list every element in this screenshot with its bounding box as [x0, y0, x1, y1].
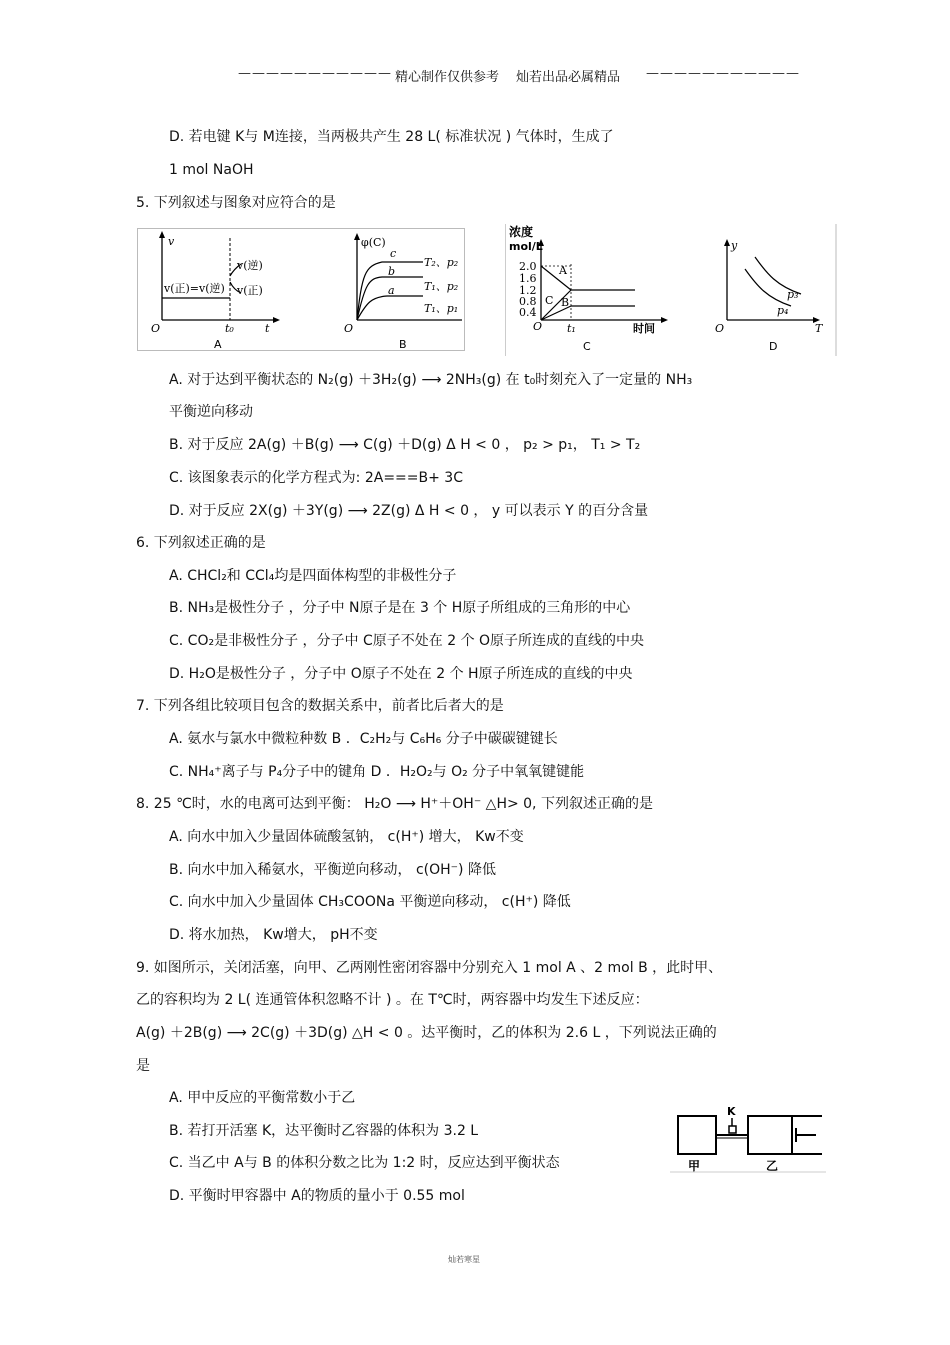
apparatus-figure: [670, 1100, 826, 1176]
q9-stem-line4: 是: [136, 1058, 150, 1074]
fig-c-tick-1-6: 1.6: [519, 272, 537, 285]
q4-option-d-line1: D. 若电键 K与 M连接，当两极共产生 28 L( 标准状况 ) 气体时，生成了: [169, 129, 614, 145]
apparatus-right-label: 乙: [766, 1159, 779, 1173]
fig-d-x-label: T: [815, 322, 823, 335]
q9-stem-line1: 9. 如图所示，关闭活塞，向甲、乙两刚性密闭容器中分别充入 1 mol A 、2 mol B ，此时甲、: [136, 960, 723, 976]
q9-stem-line2: 乙的容积均为 2 L( 连通管体积忽略不计 ) 。在 T℃时，两容器中均发生下述反应：: [136, 992, 649, 1008]
fig-c-y-label-2: mol/L: [509, 240, 543, 253]
q6-option-b: B. NH₃是极性分子 ，分子中 N原子是在 3 个 H原子所组成的三角形的中心: [169, 600, 631, 616]
apparatus-left-label: 甲: [688, 1159, 701, 1173]
q8-option-d: D. 将水加热， Kw增大， pH不变: [169, 927, 378, 943]
fig-a-v-reverse: v(逆): [237, 259, 263, 272]
q5-option-b: B. 对于反应 2A(g) ＋B(g) ⟶ C(g) ＋D(g) Δ H < 0 ， p₂ > p₁， T₁ > T₂: [169, 437, 641, 453]
header-right-dashes: ———————————: [646, 66, 800, 81]
fig-d-caption: D: [769, 340, 778, 353]
fig-c-origin: O: [533, 320, 543, 333]
figure-d: [705, 224, 839, 356]
figure-c: [505, 224, 675, 356]
fig-c-y-label-1: 浓度: [509, 225, 534, 239]
fig-b-curve-c: c: [390, 247, 397, 260]
fig-c-tick-1-2: 1.2: [519, 284, 537, 297]
fig-c-series-a: A: [559, 264, 567, 277]
fig-a-y-label: v: [168, 235, 175, 248]
fig-d-y-label: y: [731, 239, 738, 252]
q7-option-a-b: A. 氨水与氯水中微粒种数 B ．C₂H₂与 C₆H₆ 分子中碳碳键键长: [169, 731, 558, 747]
fig-a-origin: O: [151, 322, 161, 335]
q6-option-c: C. CO₂是非极性分子 ，分子中 C原子不处在 2 个 O原子所连成的直线的中央: [169, 633, 645, 649]
q9-option-b: B. 若打开活塞 K，达平衡时乙容器的体积为 3.2 L: [169, 1123, 479, 1139]
fig-c-t1: t₁: [567, 322, 576, 335]
fig-d-curve-p3: p₃: [787, 288, 799, 301]
fig-c-caption: C: [583, 340, 591, 353]
q5-option-c: C. 该图象表示的化学方程式为: 2A===B+ 3C: [169, 470, 463, 486]
q5-option-a-line2: 平衡逆向移动: [169, 404, 253, 420]
q5-option-d: D. 对于反应 2X(g) ＋3Y(g) ⟶ 2Z(g) Δ H < 0 ， y 可以表示 Y 的百分含量: [169, 503, 649, 519]
fig-a-t0: t₀: [225, 322, 234, 335]
header-left-dashes: ———————————: [238, 66, 392, 81]
apparatus-valve-k: K: [727, 1105, 736, 1118]
fig-a-v-forward: v(正): [237, 284, 263, 297]
header-text-2: 灿若出品必属精品: [516, 70, 621, 85]
fig-c-tick-0-4: 0.4: [519, 306, 537, 319]
fig-b-y-label: φ(C): [361, 236, 386, 249]
figure-a: [137, 224, 465, 356]
q9-option-a: A. 甲中反应的平衡常数小于乙: [169, 1090, 356, 1106]
q8-option-a: A. 向水中加入少量固体硫酸氢钠， c(H⁺) 增大， Kw不变: [169, 829, 524, 845]
fig-a-x-label: t: [265, 322, 270, 335]
q5-option-a-line1: A. 对于达到平衡状态的 N₂(g) ＋3H₂(g) ⟶ 2NH₃(g) 在 t₀时刻充入了一定量的 NH₃: [169, 372, 693, 388]
q9-stem-line3: A(g) ＋2B(g) ⟶ 2C(g) ＋3D(g) △H < 0 。达平衡时，乙的体积为 2.6 L ，下列说法正确的: [136, 1025, 717, 1041]
fig-c-x-label: 时间: [633, 322, 655, 335]
fig-c-tick-2-0: 2.0: [519, 260, 537, 273]
q5-stem: 5. 下列叙述与图象对应符合的是: [136, 195, 336, 211]
fig-d-origin: O: [715, 322, 725, 335]
fig-c-series-c: C: [545, 294, 554, 307]
fig-b-curve-b: b: [388, 265, 396, 278]
header-text-1: 精心制作仅供参考: [395, 70, 500, 85]
fig-a-caption: A: [214, 338, 222, 351]
q6-option-a: A. CHCl₂和 CCl₄均是四面体构型的非极性分子: [169, 568, 457, 584]
fig-d-curve-p4: p₄: [777, 304, 789, 317]
q8-option-c: C. 向水中加入少量固体 CH₃COONa 平衡逆向移动， c(H⁺) 降低: [169, 894, 571, 910]
fig-b-label-3: T₁、p₁: [424, 302, 459, 315]
fig-c-series-b: B: [561, 296, 570, 309]
footer-text: 灿若寒星: [448, 1255, 480, 1264]
fig-b-curve-a: a: [388, 284, 395, 297]
q8-stem: 8. 25 ℃时，水的电离可达到平衡： H₂O ⟶ H⁺＋OH⁻ △H> 0, 下列叙述正确的是: [136, 796, 653, 812]
fig-a-v-equal: v(正)=v(逆): [164, 282, 225, 295]
q7-stem: 7. 下列各组比较项目包含的数据关系中，前者比后者大的是: [136, 698, 504, 714]
q9-option-c: C. 当乙中 A与 B 的体积分数之比为 1:2 时，反应达到平衡状态: [169, 1155, 560, 1171]
fig-c-tick-0-8: 0.8: [519, 295, 537, 308]
q7-option-c-d: C. NH₄⁺离子与 P₄分子中的键角 D ．H₂O₂与 O₂ 分子中氧氧键键能: [169, 764, 585, 780]
fig-b-label-2: T₁、p₂: [424, 280, 459, 293]
q6-option-d: D. H₂O是极性分子 ，分子中 O原子不处在 2 个 H原子所连成的直线的中央: [169, 666, 633, 682]
q8-option-b: B. 向水中加入稀氨水，平衡逆向移动， c(OH⁻) 降低: [169, 862, 496, 878]
q4-option-d-line2: 1 mol NaOH: [169, 162, 254, 178]
fig-b-caption: B: [399, 338, 407, 351]
fig-b-origin: O: [344, 322, 354, 335]
fig-b-label-1: T₂、p₂: [424, 256, 459, 269]
q9-option-d: D. 平衡时甲容器中 A的物质的量小于 0.55 mol: [169, 1188, 465, 1204]
q6-stem: 6. 下列叙述正确的是: [136, 535, 266, 551]
